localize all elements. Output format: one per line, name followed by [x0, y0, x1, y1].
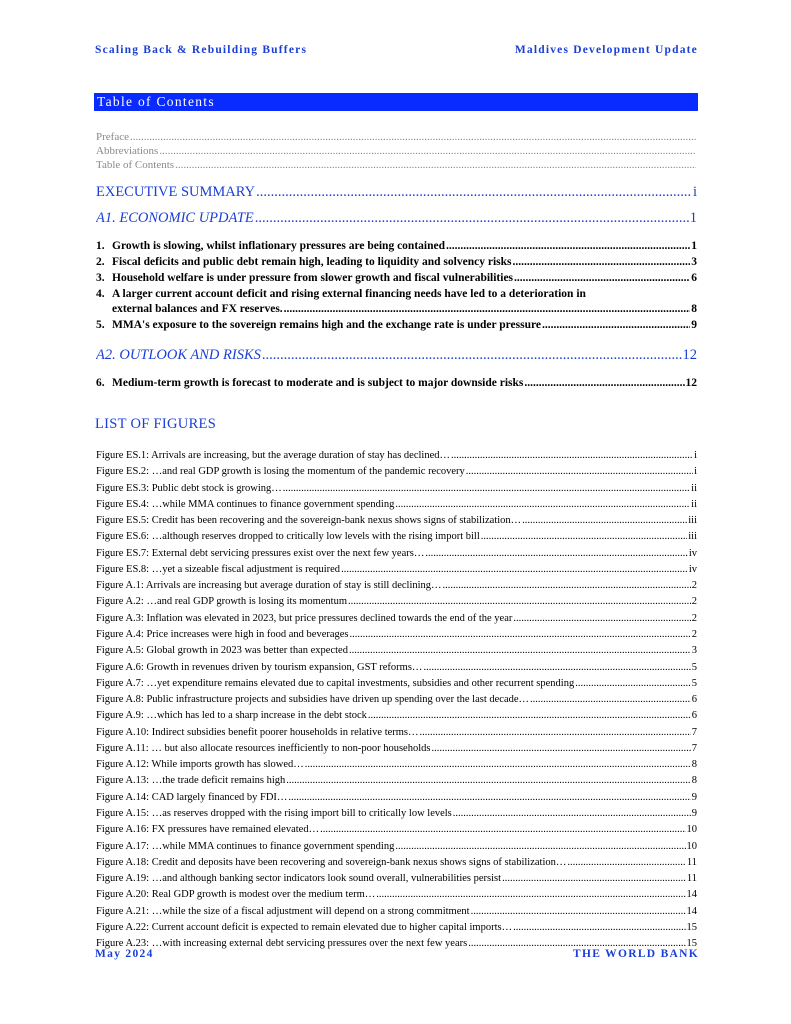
- figure-entry[interactable]: [96, 643, 697, 658]
- section-number: 5.: [96, 319, 105, 331]
- toc-entry-page: 6: [691, 272, 697, 284]
- figure-title: Figure ES.2: …and real GDP growth is losing the momentum of the pandemic recovery: [96, 466, 465, 478]
- dot-leader: [420, 725, 691, 740]
- section-number: 3.: [96, 272, 105, 284]
- figure-title: Figure A.19: …and although banking sector indicators look sound overall, vulnerabilities persist: [96, 873, 502, 884]
- figure-title: Figure ES.6: …although reserves dropped to critically low levels with the rising import bill: [96, 531, 480, 543]
- dot-leader: [286, 773, 691, 788]
- toc-entry-executive-summary[interactable]: [96, 183, 697, 201]
- toc-entry-page: 1: [689, 210, 697, 226]
- toc-entry-a1[interactable]: [96, 209, 697, 227]
- figure-title: Figure A.1: Arrivals are increasing but average duration of stay is still declining…: [96, 580, 442, 592]
- figure-title: Figure A.8: Public infrastructure projects and subsidies have driven up spending over the last decade…: [96, 694, 530, 705]
- figure-page: iv: [688, 547, 697, 559]
- figure-page: 6: [691, 710, 697, 722]
- toc-entry-a2[interactable]: [96, 346, 697, 364]
- header-left: Scaling Back & Rebuilding Buffers: [95, 44, 308, 56]
- dot-leader: [130, 131, 696, 144]
- figure-title: Figure A.17: …while MMA continues to finance government spending: [96, 840, 395, 852]
- dot-leader: [443, 578, 691, 593]
- figure-page: 7: [691, 742, 697, 754]
- figure-title: Figure A.10: Indirect subsidies benefit poorer households in relative terms…: [96, 726, 419, 738]
- section-number: 2.: [96, 256, 105, 268]
- figure-title: Figure A.20: Real GDP growth is modest over the medium term…: [96, 889, 376, 901]
- section-number: 6.: [96, 377, 105, 389]
- toc-entry-title: EXECUTIVE SUMMARY: [96, 184, 256, 200]
- toc-entry-page: 12: [685, 377, 697, 389]
- figure-page: iv: [688, 563, 697, 575]
- figure-title: Figure A.14: CAD largely financed by FDI…: [96, 791, 288, 803]
- dot-leader: [471, 904, 686, 919]
- figure-page: 5: [691, 661, 697, 673]
- dot-leader: [466, 464, 693, 479]
- figure-title: Figure A.11: … but also allocate resources inefficiently to non-poor households: [96, 742, 431, 754]
- figure-entry[interactable]: [96, 790, 697, 805]
- figure-entry[interactable]: [96, 725, 697, 740]
- figure-title: Figure A.23: …with increasing external debt servicing pressures over the next few years: [96, 938, 468, 950]
- dot-leader: [376, 887, 685, 902]
- dot-leader: [575, 676, 691, 691]
- toc-entry-page: 9: [691, 319, 697, 331]
- figure-page: 11: [686, 873, 697, 884]
- header-right: Maldives Development Update: [514, 44, 698, 56]
- dot-leader: [341, 562, 688, 577]
- figure-entry[interactable]: [96, 562, 697, 577]
- figure-page: 2: [691, 596, 697, 608]
- toc-section-3[interactable]: [96, 271, 697, 285]
- section-title: Household welfare is under pressure from slower growth and fiscal vulnerabilities: [112, 272, 514, 284]
- toc-entry-title: A1. ECONOMIC UPDATE: [96, 210, 254, 226]
- figure-entry[interactable]: [96, 546, 697, 561]
- section-title: Medium-term growth is forecast to moderate and is subject to major downside risks: [112, 377, 524, 389]
- footer-date: May 2024: [95, 948, 154, 960]
- section-number: 4.: [96, 288, 105, 300]
- figure-entry[interactable]: [96, 904, 697, 919]
- figure-title: Figure ES.8: …yet a sizeable fiscal adjustment is required: [96, 563, 341, 575]
- figure-page: 10: [686, 824, 697, 836]
- figure-title: Figure ES.4: …while MMA continues to finance government spending: [96, 498, 395, 510]
- figure-page: iii: [688, 531, 697, 543]
- toc-entry-page: 1: [691, 240, 697, 252]
- figure-title: Figure A.9: …which has led to a sharp increase in the debt stock: [96, 710, 367, 722]
- section-title: Growth is slowing, whilst inflationary pressures are being contained: [112, 240, 446, 252]
- figure-entry[interactable]: [96, 708, 697, 723]
- figure-entry[interactable]: [96, 481, 697, 496]
- figure-entry[interactable]: [96, 529, 697, 544]
- figure-page: i: [694, 466, 697, 478]
- toc-section-2[interactable]: [96, 255, 697, 269]
- dot-leader: [255, 209, 689, 227]
- section-title-continued: external balances and FX reserves.: [112, 303, 283, 315]
- dot-leader: [524, 376, 684, 390]
- dot-leader: [395, 497, 690, 512]
- dot-leader: [446, 239, 690, 253]
- figure-page: 11: [686, 856, 697, 868]
- section-title: A larger current account deficit and rising external financing needs have led to a deterioration in: [112, 288, 586, 300]
- figure-title: Figure A.4: Price increases were high in food and beverages: [96, 629, 349, 640]
- figure-entry[interactable]: [96, 448, 697, 463]
- figure-entry[interactable]: [96, 660, 697, 675]
- toc-section-4-continued[interactable]: [112, 302, 697, 316]
- figure-page: 7: [691, 726, 697, 738]
- section-title: MMA's exposure to the sovereign remains high and the exchange rate is under pressure: [112, 319, 542, 331]
- toc-entry-title: Preface: [96, 131, 129, 143]
- dot-leader: [349, 643, 691, 658]
- figure-title: Figure A.6: Growth in revenues driven by tourism expansion, GST reforms…: [96, 661, 423, 673]
- figure-page: 2: [691, 580, 697, 592]
- figure-page: 8: [691, 775, 697, 787]
- dot-leader: [567, 855, 686, 870]
- dot-leader: [305, 757, 691, 772]
- dot-leader: [320, 822, 685, 837]
- figure-entry[interactable]: [96, 757, 697, 772]
- dot-leader: [175, 159, 696, 172]
- figure-page: 6: [691, 694, 697, 705]
- dot-leader: [288, 790, 690, 805]
- figure-page: 5: [691, 677, 697, 689]
- figure-page: 2: [691, 629, 697, 640]
- dot-leader: [542, 318, 690, 332]
- dot-leader: [512, 255, 690, 269]
- figure-entry[interactable]: [96, 692, 697, 707]
- figure-title: Figure A.5: Global growth in 2023 was better than expected: [96, 645, 348, 657]
- dot-leader: [348, 594, 691, 609]
- dot-leader: [431, 741, 690, 756]
- figure-page: 14: [686, 889, 697, 901]
- footer-publisher: THE WORLD BANK: [573, 948, 699, 960]
- dot-leader: [514, 271, 690, 285]
- figure-entry[interactable]: [96, 594, 697, 609]
- dot-leader: [481, 529, 687, 544]
- figure-entry[interactable]: [96, 611, 697, 626]
- toc-entry-page: 8: [691, 303, 697, 315]
- figure-title: Figure A.7: …yet expenditure remains elevated due to capital investments, subsidies and other recurrent spending: [96, 677, 575, 689]
- toc-entry-page: 12: [682, 347, 697, 363]
- figure-page: i: [694, 450, 697, 461]
- toc-entry-title: Table of Contents: [96, 159, 175, 171]
- figure-entry[interactable]: [96, 676, 697, 691]
- section-number: 1.: [96, 240, 105, 252]
- figure-entry[interactable]: [96, 920, 697, 935]
- toc-entry-abbreviations[interactable]: [96, 145, 697, 158]
- figure-title: Figure ES.3: Public debt stock is growing…: [96, 482, 282, 494]
- toc-section-6[interactable]: [96, 376, 697, 390]
- figure-entry[interactable]: [96, 871, 697, 886]
- dot-leader: [530, 692, 691, 707]
- dot-leader: [262, 346, 682, 364]
- dot-leader: [256, 183, 692, 201]
- dot-leader: [423, 660, 690, 675]
- figure-entry[interactable]: [96, 578, 697, 593]
- toc-entry-table-of-contents[interactable]: [96, 159, 697, 172]
- figure-title: Figure A.15: …as reserves dropped with the rising import bill to critically low levels: [96, 807, 452, 819]
- toc-entry-preface[interactable]: [96, 131, 697, 144]
- figure-page: 15: [686, 938, 697, 950]
- toc-entry-page: 3: [691, 256, 697, 268]
- dot-leader: [502, 871, 686, 886]
- dot-leader: [513, 920, 685, 935]
- figure-page: 9: [691, 791, 697, 803]
- figure-title: Figure A.2: …and real GDP growth is losing its momentum: [96, 596, 348, 608]
- figure-page: 8: [691, 759, 697, 771]
- figure-entry[interactable]: [96, 806, 697, 821]
- figure-page: 10: [686, 840, 697, 852]
- dot-leader: [451, 448, 693, 463]
- figure-entry[interactable]: [96, 887, 697, 902]
- dot-leader: [284, 302, 691, 316]
- figure-title: Figure A.12: While imports growth has slowed…: [96, 759, 304, 771]
- figure-entry[interactable]: [96, 627, 697, 642]
- toc-section-5[interactable]: [96, 318, 697, 332]
- figure-title: Figure ES.7: External debt servicing pressures exist over the next few years…: [96, 547, 425, 559]
- dot-leader: [425, 546, 688, 561]
- list-of-figures-title: LIST OF FIGURES: [95, 416, 217, 432]
- figure-page: ii: [691, 498, 697, 510]
- dot-leader: [159, 145, 696, 158]
- figure-page: 15: [686, 921, 697, 933]
- figure-entry[interactable]: [96, 497, 697, 512]
- figure-page: 3: [691, 645, 697, 657]
- toc-section-4[interactable]: [96, 287, 697, 301]
- dot-leader: [395, 839, 685, 854]
- figure-title: Figure A.21: …while the size of a fiscal adjustment will depend on a strong commitment: [96, 905, 470, 917]
- figure-page: iii: [688, 515, 697, 527]
- figure-entry[interactable]: [96, 741, 697, 756]
- figure-page: ii: [691, 482, 697, 494]
- dot-leader: [283, 481, 690, 496]
- figure-page: 9: [691, 807, 697, 819]
- toc-entry-page: i: [692, 184, 697, 200]
- dot-leader: [368, 708, 691, 723]
- figure-title: Figure A.13: …the trade deficit remains high: [96, 775, 286, 787]
- figure-title: Figure ES.5: Credit has been recovering and the sovereign-bank nexus shows signs of stabilization…: [96, 515, 522, 527]
- figure-page: 2: [691, 612, 697, 624]
- figure-title: Figure ES.1: Arrivals are increasing, but the average duration of stay has declined…: [96, 450, 450, 461]
- figure-entry[interactable]: [96, 839, 697, 854]
- toc-title: Table of Contents: [97, 94, 215, 109]
- figure-title: Figure A.3: Inflation was elevated in 2023, but price pressures declined towards the end of the year: [96, 612, 513, 624]
- toc-section-1[interactable]: [96, 239, 697, 253]
- figure-entry[interactable]: [96, 822, 697, 837]
- dot-leader: [522, 513, 687, 528]
- figure-entry[interactable]: [96, 513, 697, 528]
- figure-page: 14: [686, 905, 697, 917]
- figure-entry[interactable]: [96, 855, 697, 870]
- toc-entry-title: A2. OUTLOOK AND RISKS: [96, 347, 261, 363]
- figure-entry[interactable]: [96, 464, 697, 479]
- toc-title-bar: [94, 93, 698, 111]
- figure-title: Figure A.22: Current account deficit is expected to remain elevated due to higher capital imports…: [96, 921, 513, 933]
- dot-leader: [350, 627, 691, 642]
- figure-title: Figure A.16: FX pressures have remained elevated…: [96, 824, 320, 836]
- figure-title: Figure A.18: Credit and deposits have been recovering and sovereign-bank nexus shows signs of stabilization…: [96, 856, 567, 868]
- section-title: Fiscal deficits and public debt remain high, leading to liquidity and solvency risks: [112, 256, 512, 268]
- dot-leader: [513, 611, 690, 626]
- figure-entry[interactable]: [96, 773, 697, 788]
- toc-entry-title: Abbreviations: [96, 145, 159, 157]
- dot-leader: [453, 806, 691, 821]
